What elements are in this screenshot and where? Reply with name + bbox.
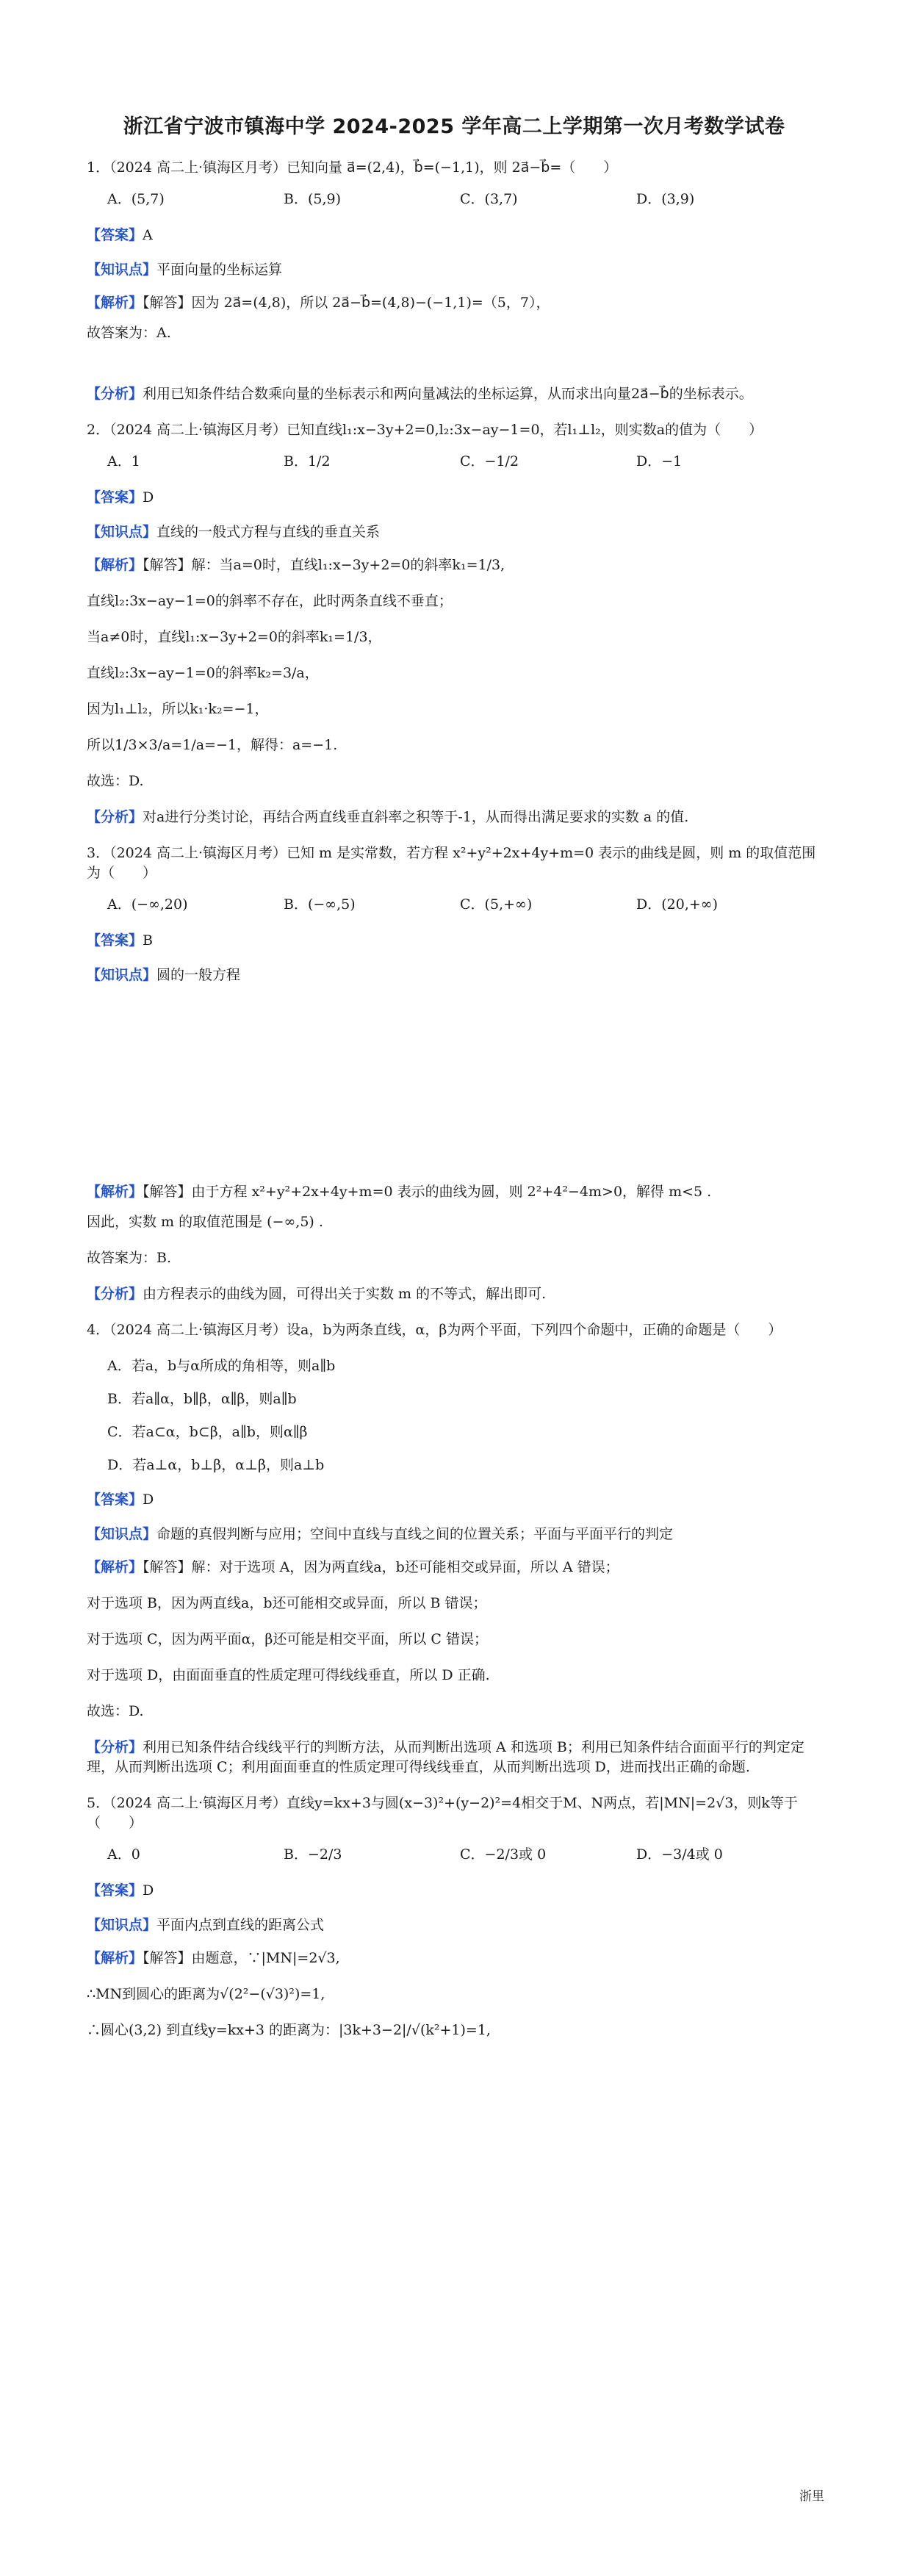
analysis-tag: 【解析】 <box>87 1559 143 1575</box>
answer-value: A <box>143 227 153 243</box>
answer-value: D <box>143 489 154 506</box>
knowledge-value: 命题的真假判断与应用；空间中直线与直线之间的位置关系；平面与平面平行的判定 <box>156 1526 674 1542</box>
question-stem: 2．（2024 高二上·镇海区月考）已知直线l₁:x−3y+2=0,l₂:3x−ay−1=0，若l₁⊥l₂，则实数a的值为（ ） <box>87 422 763 438</box>
solution-line: 故选：D. <box>87 773 144 789</box>
solution-line <box>87 555 821 575</box>
knowledge-line <box>87 1523 821 1543</box>
solution-line: 对于选项 C，因为两平面α，β还可能是相交平面，所以 C 错误； <box>87 1631 489 1647</box>
choice-b: B．若a∥α，b∥β，α∥β，则a∥b <box>107 1391 297 1407</box>
choice-d: D．−1 <box>636 453 683 469</box>
choice-a: A．(−∞,20) <box>107 896 188 913</box>
solution-line <box>87 1949 821 1968</box>
solution-line: 故答案为：A. <box>87 325 171 341</box>
comment-line <box>87 807 821 827</box>
choice-c: C．(5,+∞) <box>460 896 533 913</box>
page-footer: 浙里 <box>799 2489 824 2504</box>
knowledge-line <box>87 521 821 541</box>
answer-tag: 【答案】 <box>87 227 143 243</box>
knowledge-tag: 【知识点】 <box>87 1526 157 1542</box>
comment-tag: 【分析】 <box>87 809 143 825</box>
solution-line: 故答案为：B. <box>87 1250 172 1266</box>
choice-c: C．(3,7) <box>460 191 518 207</box>
knowledge-value: 直线的一般式方程与直线的垂直关系 <box>156 524 381 540</box>
choice-a: A．0 <box>107 1846 140 1863</box>
comment-line <box>87 1738 821 1777</box>
solution-line: 直线l₂:3x−ay−1=0的斜率不存在，此时两条直线不垂直； <box>87 593 453 609</box>
comment-text: 利用已知条件结合数乘向量的坐标表示和两向量减法的坐标运算，从而求出向量2a⃗−b⃗的坐标表示。 <box>143 386 753 402</box>
comment-tag: 【分析】 <box>87 386 143 402</box>
solution-line <box>87 1182 821 1202</box>
question-2 <box>87 420 821 827</box>
answer-tag: 【答案】 <box>87 489 143 506</box>
comment-tag: 【分析】 <box>87 1739 143 1755</box>
detail-tag: 【解答】 <box>143 1184 192 1200</box>
detail-tag: 【解答】 <box>143 295 192 311</box>
analysis-tag: 【解析】 <box>87 1184 143 1200</box>
question-stem: 1．（2024 高二上·镇海区月考）已知向量 a⃗=(2,4)，b⃗=(−1,1)，则 2a⃗−b⃗=（ ） <box>87 159 618 176</box>
question-1 <box>87 158 821 404</box>
question-stem: 4．（2024 高二上·镇海区月考）设a，b为两条直线，α，β为两个平面，下列四个命题中，正确的命题是（ ） <box>87 1322 782 1338</box>
choice-a: A．若a，b与α所成的角相等，则a∥b <box>107 1358 336 1374</box>
detail-tag: 【解答】 <box>143 1950 192 1966</box>
solution-line: 当a≠0时，直线l₁:x−3y+2=0的斜率k₁=1/3， <box>87 629 382 645</box>
solution-line: ∴圆心(3,2) 到直线y=kx+3 的距离为：|3k+3−2|/√(k²+1)=1, <box>87 2022 491 2038</box>
comment-line <box>87 1284 821 1304</box>
choice-b: B．−2/3 <box>284 1846 342 1863</box>
analysis-tag: 【解析】 <box>87 557 143 573</box>
knowledge-tag: 【知识点】 <box>87 967 157 983</box>
detail-tag: 【解答】 <box>143 1559 192 1575</box>
choice-list <box>107 188 821 208</box>
knowledge-tag: 【知识点】 <box>87 1917 157 1933</box>
choice-list <box>107 1843 821 1863</box>
answer-value: D <box>143 1492 154 1508</box>
knowledge-value: 平面内点到直线的距离公式 <box>156 1917 325 1933</box>
solution-line: 对于选项 D，由面面垂直的性质定理可得线线垂直，所以 D 正确. <box>87 1667 490 1683</box>
solution-line <box>87 293 821 313</box>
detail-tag: 【解答】 <box>143 557 192 573</box>
comment-tag: 【分析】 <box>87 1286 143 1302</box>
document-body <box>87 110 821 2057</box>
comment-line <box>87 384 821 404</box>
comment-text: 对a进行分类讨论，再结合两直线垂直斜率之积等于-1，从而得出满足要求的实数 a 的值. <box>143 809 689 825</box>
analysis-tag: 【解析】 <box>87 1950 143 1966</box>
answer-tag: 【答案】 <box>87 932 143 949</box>
comment-text: 由方程表示的曲线为圆，可得出关于实数 m 的不等式，解出即可. <box>143 1286 547 1302</box>
choice-a: A．1 <box>107 453 140 469</box>
choice-d: D．(20,+∞) <box>636 896 719 913</box>
choice-b: B．(−∞,5) <box>284 896 356 913</box>
knowledge-value: 平面向量的坐标运算 <box>156 262 283 278</box>
choice-list <box>107 893 821 913</box>
answer-value: B <box>143 932 153 949</box>
page-title: 浙江省宁波市镇海中学 2024-2025 学年高二上学期第一次月考数学试卷 <box>123 115 785 138</box>
solution-text: 解：当a=0时，直线l₁:x−3y+2=0的斜率k₁=1/3, <box>191 557 505 573</box>
comment-text: 利用已知条件结合线线平行的判断方法，从而判断出选项 A 和选项 B；利用已知条件结合面面平行的判定定理，从而判断出选项 C；利用面面垂直的性质定理可得线线垂直，从而判断出选项 D，进而找出正确的命题. <box>87 1739 804 1775</box>
knowledge-line <box>87 964 821 984</box>
solution-line: 对于选项 B，因为两直线a，b还可能相交或异面，所以 B 错误； <box>87 1595 487 1611</box>
solution-text: 由于方程 x²+y²+2x+4y+m=0 表示的曲线为圆，则 2²+4²−4m>0，解得 m<5 . <box>191 1184 712 1200</box>
answer-value: D <box>143 1882 154 1899</box>
choice-c: C．若a⊂α，b⊂β，a∥b，则α∥β <box>107 1424 308 1440</box>
solution-line: 因此，实数 m 的取值范围是 (−∞,5) . <box>87 1214 323 1230</box>
knowledge-tag: 【知识点】 <box>87 524 157 540</box>
choice-d: D．若a⊥α，b⊥β，α⊥β，则a⊥b <box>107 1457 325 1473</box>
answer-tag: 【答案】 <box>87 1492 143 1508</box>
solution-line: 直线l₂:3x−ay−1=0的斜率k₂=3/a， <box>87 665 319 681</box>
solution-text: 因为 2a⃗=(4,8)，所以 2a⃗−b⃗=(4,8)−(−1,1)=（5，7）， <box>191 295 550 311</box>
knowledge-line <box>87 1914 821 1934</box>
analysis-tag: 【解析】 <box>87 295 143 311</box>
solution-line: ∴MN到圆心的距离为√(2²−(√3)²)=1, <box>87 1986 325 2002</box>
answer-line <box>87 486 821 506</box>
answer-line <box>87 1879 821 1899</box>
choice-c: C．−2/3或 0 <box>460 1846 547 1863</box>
answer-line <box>87 929 821 949</box>
question-5 <box>87 1794 821 2040</box>
solution-text: 由题意，∵|MN|=2√3, <box>191 1950 340 1966</box>
knowledge-tag: 【知识点】 <box>87 262 157 278</box>
choice-b: B．1/2 <box>284 453 331 469</box>
choice-c: C．−1/2 <box>460 453 519 469</box>
choice-d: D．(3,9) <box>636 191 695 207</box>
solution-line: 因为l₁⊥l₂，所以k₁·k₂=−1， <box>87 701 269 717</box>
answer-line <box>87 224 821 244</box>
choice-list <box>107 450 821 470</box>
choice-a: A．(5,7) <box>107 191 165 207</box>
question-stem: 3．（2024 高二上·镇海区月考）已知 m 是实常数，若方程 x²+y²+2x+4y+m=0 表示的曲线是圆，则 m 的取值范围为（ ） <box>87 845 816 881</box>
knowledge-line <box>87 259 821 278</box>
question-3 <box>87 843 821 1304</box>
knowledge-value: 圆的一般方程 <box>156 967 241 983</box>
choice-b: B．(5,9) <box>284 191 342 207</box>
solution-text: 解：对于选项 A，因为两直线a，b还可能相交或异面，所以 A 错误； <box>191 1559 619 1575</box>
solution-line <box>87 1558 821 1577</box>
answer-tag: 【答案】 <box>87 1882 143 1899</box>
solution-line: 所以1/3×3/a=1/a=−1，解得：a=−1. <box>87 737 338 753</box>
solution-line: 故选：D. <box>87 1703 144 1719</box>
answer-line <box>87 1489 821 1508</box>
choice-d: D．−3/4或 0 <box>636 1846 723 1863</box>
question-stem: 5．（2024 高二上·镇海区月考）直线y=kx+3与圆(x−3)²+(y−2)²=4相交于M、N两点，若|MN|=2√3，则k等于（ ） <box>87 1795 798 1831</box>
question-4 <box>87 1320 821 1777</box>
